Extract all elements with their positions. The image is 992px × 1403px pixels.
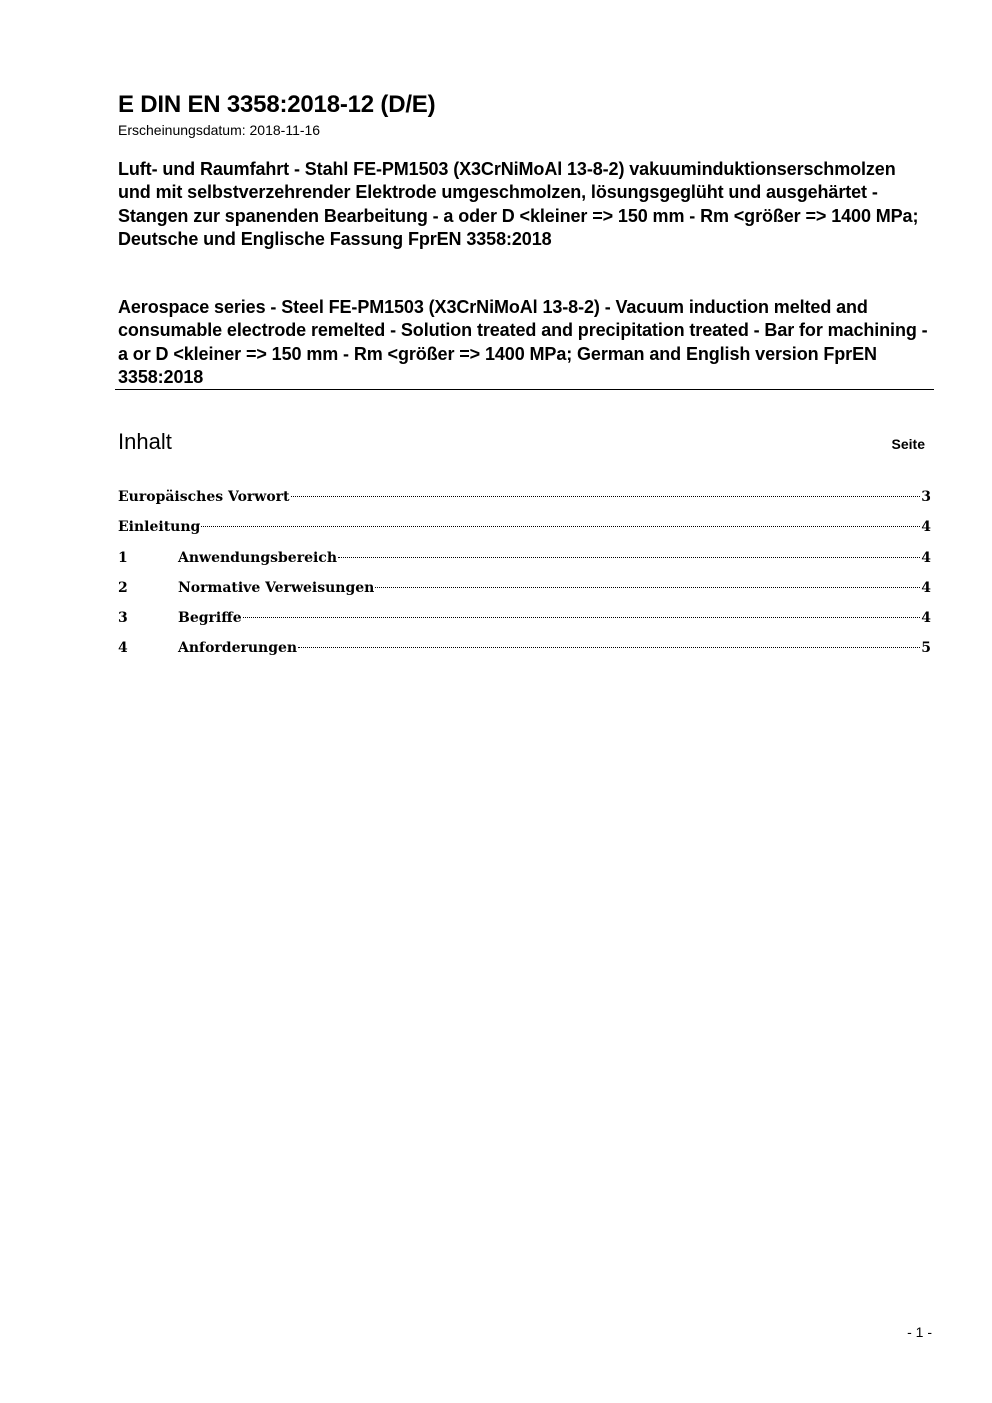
toc-entry-title: Europäisches Vorwort — [118, 489, 290, 505]
document-id: E DIN EN 3358:2018-12 (D/E) — [118, 91, 436, 118]
page-number: - 1 - — [907, 1324, 932, 1340]
toc-entry-title: Einleitung — [118, 519, 201, 536]
publication-date: Erscheinungsdatum: 2018-11-16 — [118, 122, 321, 138]
toc-leader-dots — [201, 526, 920, 527]
toc-entry-normative-references[interactable] — [118, 576, 931, 606]
toc-entry-requirements[interactable] — [118, 636, 931, 666]
title-german: Luft- und Raumfahrt - Stahl FE-PM1503 (X3CrNiMoAl 13-8-2) vakuuminduktionserschmolzen und mit selbstverzehrender Elektrode umgeschmolzen, lösungsgeglüht und ausgehärtet - Stangen zur spanenden Bearbeitung - a oder D <kleiner => 150 mm - Rm <größer => 1400 MPa; Deutsche und Englische Fassung FprEN 3358:2018 — [118, 159, 919, 250]
toc-leader-dots — [298, 647, 920, 648]
toc-entry-title: Normative Verweisungen — [178, 579, 375, 596]
toc-entry-page: 4 — [921, 579, 931, 596]
toc-leader-dots — [291, 496, 921, 497]
toc-entry-number: 4 — [118, 640, 128, 657]
toc-page-column-label: Seite — [891, 436, 925, 452]
header-divider — [115, 389, 934, 390]
toc-entry-title: Anwendungsbereich — [178, 549, 337, 566]
table-of-contents — [118, 485, 931, 667]
toc-entry-number: 1 — [118, 549, 128, 566]
toc-entry-introduction[interactable] — [118, 515, 931, 545]
toc-entry-page: 4 — [921, 549, 931, 566]
toc-entry-title: Anforderungen — [178, 640, 298, 657]
toc-entry-page: 5 — [921, 640, 931, 657]
toc-entry-terms[interactable] — [118, 606, 931, 636]
toc-entry-european-foreword[interactable] — [118, 485, 931, 515]
toc-leader-dots — [243, 617, 921, 618]
toc-heading: Inhalt — [118, 429, 172, 454]
toc-leader-dots — [375, 587, 920, 588]
toc-entry-page: 3 — [921, 489, 931, 505]
toc-entry-scope[interactable] — [118, 546, 931, 576]
toc-entry-number: 2 — [118, 579, 128, 596]
toc-entry-page: 4 — [921, 610, 931, 627]
toc-entry-number: 3 — [118, 610, 128, 627]
toc-leader-dots — [338, 557, 920, 558]
toc-entry-title: Begriffe — [178, 610, 242, 627]
toc-entry-page: 4 — [921, 519, 931, 536]
title-english: Aerospace series - Steel FE-PM1503 (X3CrNiMoAl 13-8-2) - Vacuum induction melted and consumable electrode remelted - Solution treated and precipitation treated - Bar for machining - a or D <kleiner => 150 mm - Rm <größer => 1400 MPa; German and English version FprEN 3358:2018 — [118, 297, 928, 388]
